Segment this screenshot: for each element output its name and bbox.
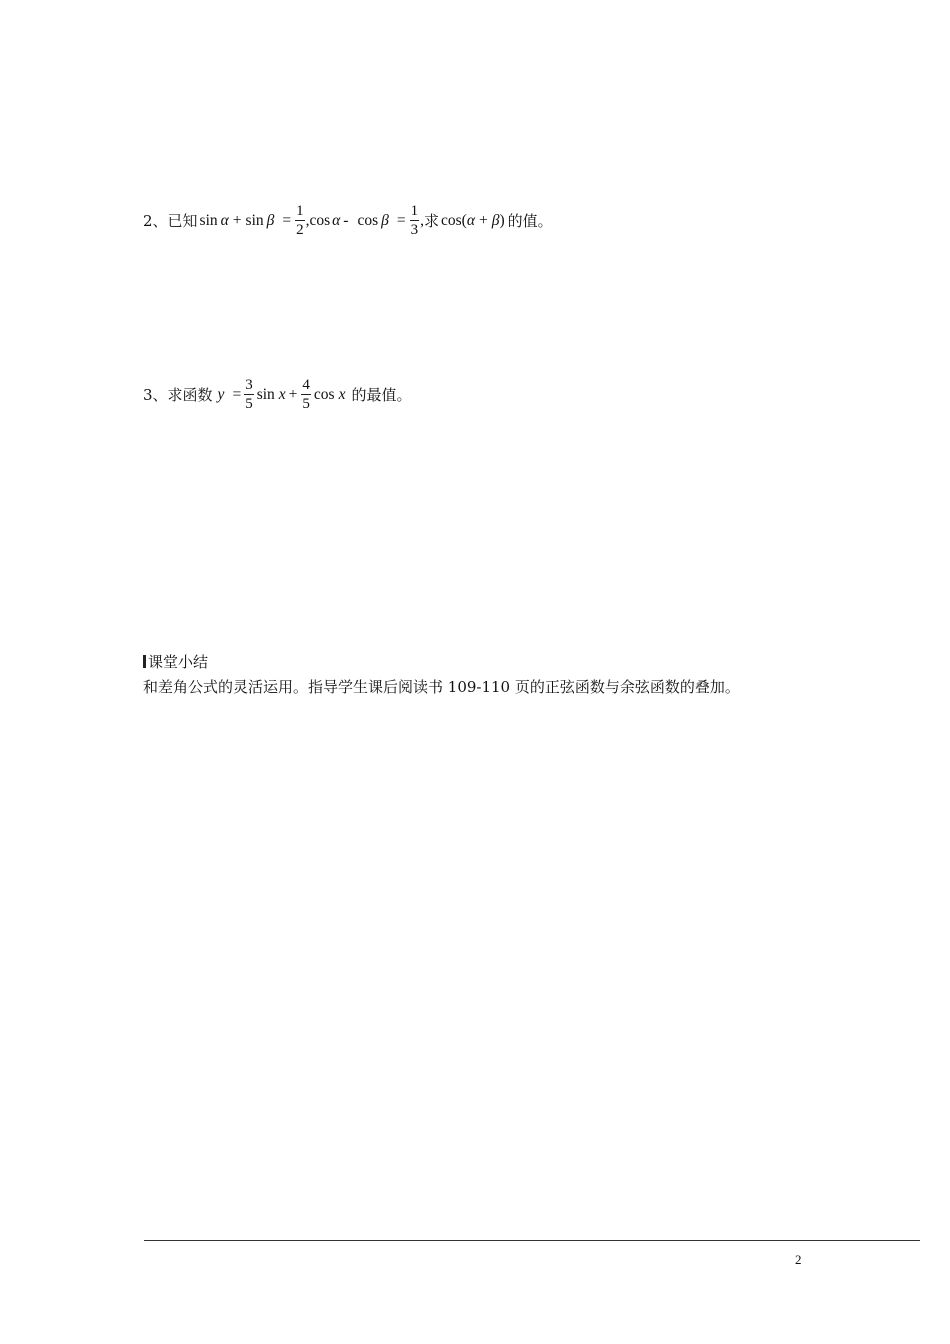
fraction-denominator: 3 [410, 222, 419, 238]
fraction-numerator: 3 [245, 377, 253, 393]
ask-text: 求 [424, 211, 440, 230]
fraction-numerator: 1 [296, 203, 304, 219]
comma: , [420, 212, 424, 230]
variable-x: x [278, 386, 286, 404]
plus-operator: + [288, 386, 298, 404]
fraction-four-fifths [301, 378, 311, 412]
comma: , [305, 212, 310, 230]
fraction-numerator: 1 [410, 203, 419, 219]
sin-text: sin [245, 212, 264, 230]
beta-symbol: β [381, 212, 389, 230]
problem-2 [143, 204, 553, 238]
alpha-symbol: α [332, 212, 341, 230]
sin-text: sin [199, 212, 218, 230]
equals-sign: = [232, 386, 242, 404]
close-paren: ) [499, 212, 505, 230]
cos-open-text: cos( [441, 212, 467, 230]
fraction-denominator: 2 [296, 222, 304, 238]
fraction-one-half [295, 204, 305, 238]
cos-text: cos [313, 386, 335, 404]
footer-divider [144, 1240, 920, 1241]
fraction-numerator: 4 [302, 377, 310, 393]
fraction-one-third [410, 204, 420, 238]
variable-y: y [217, 386, 225, 404]
plus-operator: + [478, 212, 488, 230]
alpha-symbol: α [220, 212, 229, 230]
summary-text: 和差角公式的灵活运用。指导学生课后阅读书 109-110 页的正弦函数与余弦函数的叠加。 [143, 678, 740, 696]
beta-symbol: β [491, 212, 500, 230]
cos-text: cos [357, 212, 379, 230]
fraction-three-fifths [244, 378, 254, 412]
fraction-denominator: 5 [245, 396, 253, 412]
alpha-symbol: α [466, 212, 475, 230]
plus-operator: + [232, 212, 242, 230]
beta-symbol: β [266, 212, 275, 230]
equals-sign: = [396, 212, 406, 230]
equals-sign: = [282, 212, 292, 230]
sin-text: sin [256, 386, 275, 404]
summary-heading-text: 课堂小结 [148, 653, 209, 671]
heading-marker [143, 655, 146, 668]
minus-operator: - [343, 212, 349, 230]
problem-3-prefix: 3、求函数 [143, 385, 213, 404]
summary-heading [143, 651, 208, 672]
problem-2-suffix: 的值。 [507, 211, 553, 230]
variable-x: x [338, 386, 346, 404]
fraction-denominator: 5 [302, 396, 310, 412]
cos-text: cos [309, 212, 331, 230]
page-number: 2 [795, 1252, 802, 1267]
problem-2-prefix: 2、已知 [143, 211, 198, 230]
problem-3-suffix: 的最值。 [351, 385, 412, 404]
problem-3 [143, 378, 412, 412]
